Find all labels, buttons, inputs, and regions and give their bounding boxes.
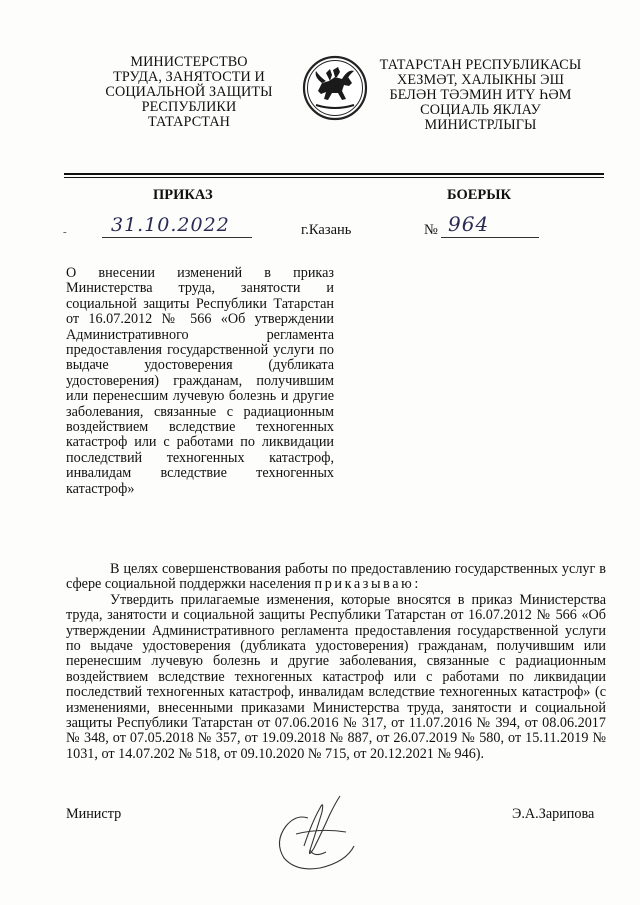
signer-title: Министр <box>66 806 122 822</box>
header-divider-thick <box>64 173 604 175</box>
number-label: № <box>424 222 438 238</box>
header-divider-thin <box>64 177 604 178</box>
header-right-line: ХЕЗМӘТ, ХАЛЫКНЫ ЭШ <box>397 72 564 88</box>
order-body <box>66 562 606 762</box>
margin-mark: - <box>63 226 67 238</box>
doc-type-ru: ПРИКАЗ <box>153 187 213 203</box>
order-paragraph: Утвердить прилагаемые изменения, которые вносятся в приказ Министерства труда, занятости и социальной защиты Республики Татарстан от 16.07.2012 № 566 «Об утверждении Административного регламента предоставления государственной услуги по выдаче удостоверения (дубликата удостоверения) гражданам, получившим или перенесшим лучевую болезнь и другие заболевания, связанные с радиационным воздействием вследствие техногенных катастроф или с работами по ликвидации последствий техногенных катастроф, инвалидам вследствие техногенных катастроф» (с изменениями, внесенными приказами Министерства труда, занятости и социальной защиты Республики Татарстан от 07.06.2016 № 317, от 11.07.2016 № 394, от 08.06.2017 № 348, от 07.05.2018 № 357, от 19.09.2018 № 887, от 26.07.2019 № 580, от 15.11.2019 № 1031, от 14.07.202 № 518, от 09.10.2020 № 715, от 20.12.2021 № 946). <box>66 591 606 762</box>
doc-type-tt: БОЕРЫК <box>447 187 512 203</box>
header-right-line: МИНИСТРЛЫГЫ <box>424 117 537 133</box>
coat-of-arms-emblem-icon <box>302 55 368 121</box>
signer-name: Э.А.Зарипова <box>512 806 595 822</box>
header-left-line: СОЦИАЛЬНОЙ ЗАЩИТЫ <box>105 84 273 100</box>
city: г.Казань <box>301 222 352 238</box>
order-word: приказываю <box>314 576 415 593</box>
header-right-line: ТАТАРСТАН РЕСПУБЛИКАСЫ <box>379 57 582 73</box>
header-left-line: МИНИСТЕРСТВО <box>130 54 248 70</box>
handwritten-signature <box>250 788 380 878</box>
header-right-line: СОЦИАЛЬ ЯКЛАУ <box>420 102 541 118</box>
subject-heading: О внесении изменений в приказ Министерства труда, занятости и социальной защиты Республики Татарстан от 16.07.2012 № 566 «Об утверждении Административного регламента предоставления государственной услуги по выдаче удостоверения (дубликата удостоверения) гражданам, получившим или перенесшим лучевую болезнь и другие заболевания, связанные с радиационным воздействием вследствие техногенных катастроф или с работами по ликвидации последствий техногенных катастроф, инвалидам вследствие техногенных катастроф» <box>66 265 334 497</box>
preamble-colon: : <box>414 576 419 593</box>
header-left-line: ТАТАРСТАН <box>147 114 231 130</box>
header-right-line: БЕЛӘН ТӘЭМИН ИТҮ ҺӘМ <box>389 87 572 103</box>
ministry-name-tt <box>368 58 593 133</box>
header-left-line: ТРУДА, ЗАНЯТОСТИ И <box>113 69 265 85</box>
handwritten-number: 964 <box>448 212 490 236</box>
handwritten-date: 31.10.2022 <box>111 214 230 236</box>
header-left-line: РЕСПУБЛИКИ <box>141 99 237 115</box>
preamble-paragraph <box>66 562 606 593</box>
ministry-name-ru <box>78 55 300 130</box>
date-underline <box>102 237 252 238</box>
number-underline <box>441 237 539 238</box>
preamble-text: В целях совершенствования работы по предоставлению государственных услуг в сфере социальной поддержки населения <box>66 561 606 593</box>
